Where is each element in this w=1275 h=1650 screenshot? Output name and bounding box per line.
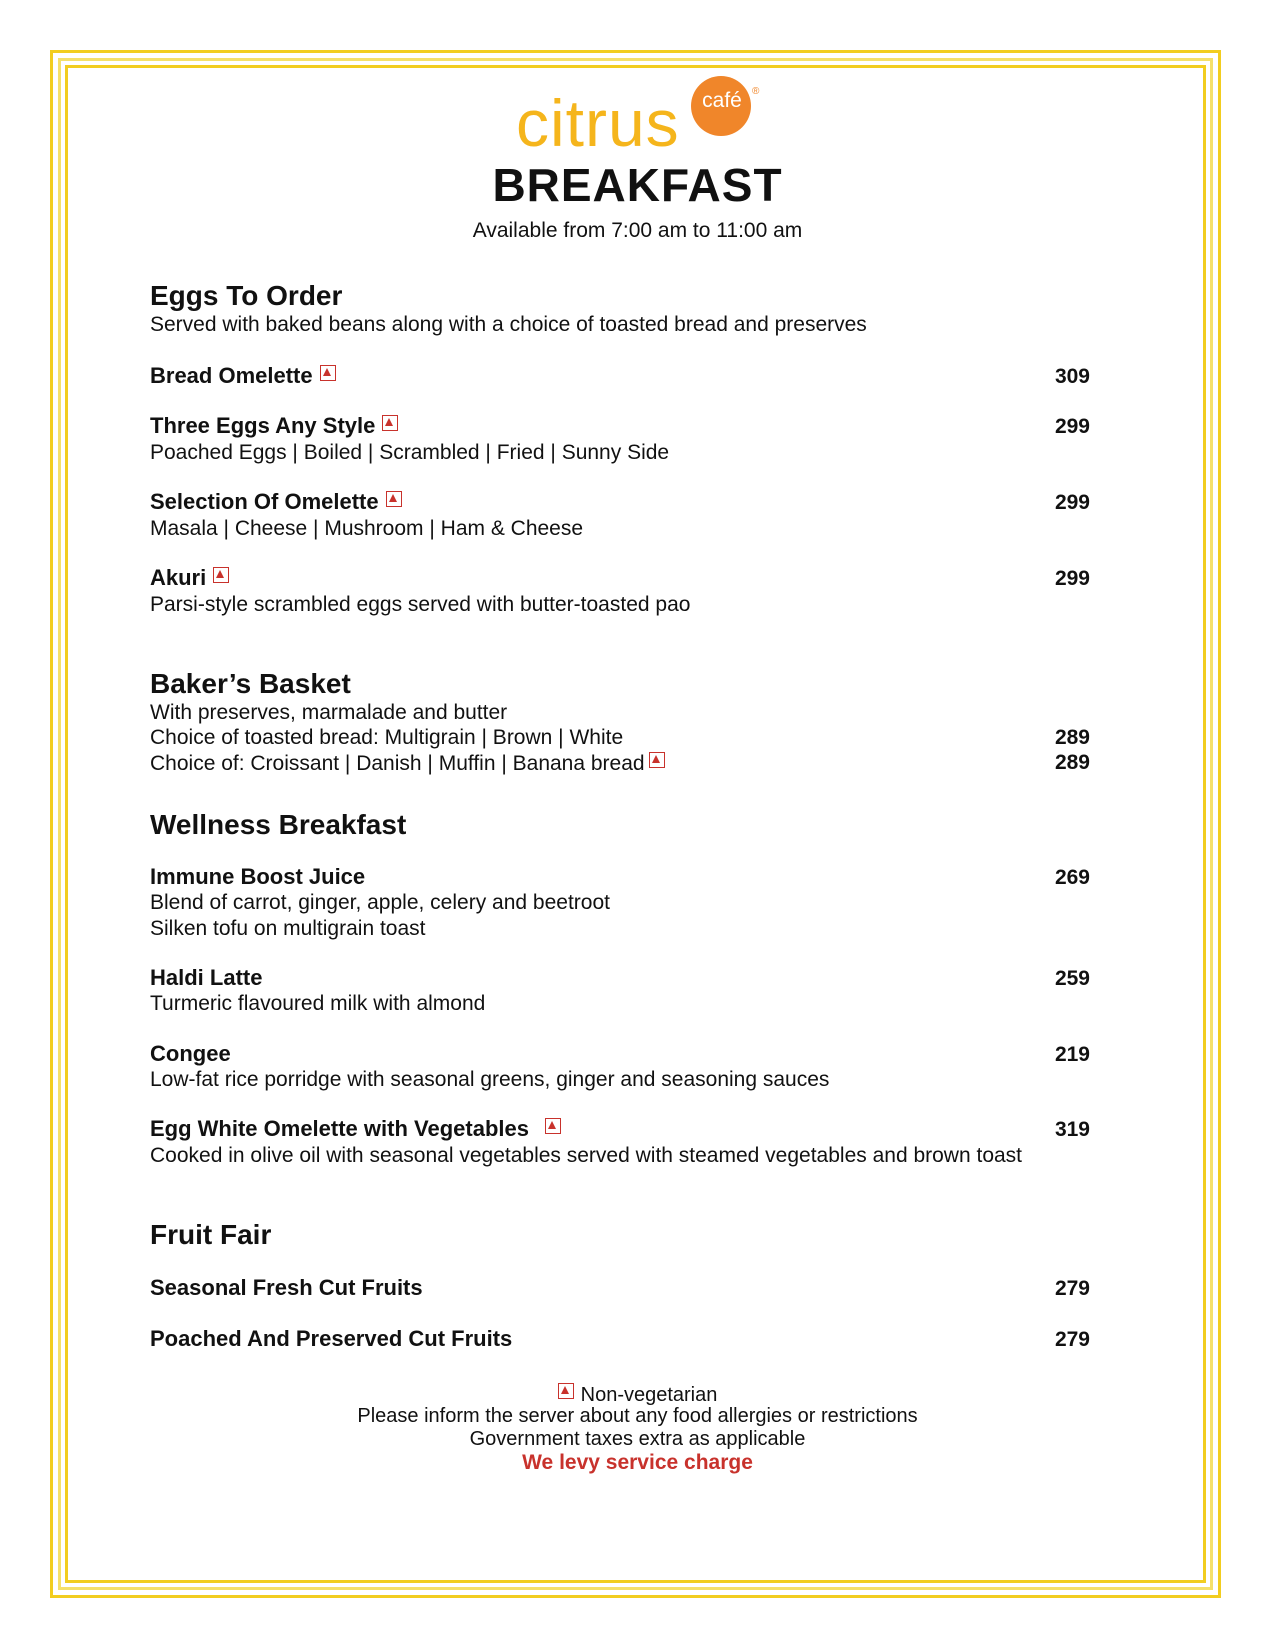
section-subtitle-eggs: Served with baked beans along with a choice of toasted bread and preserves	[150, 313, 867, 336]
non-vegetarian-icon	[545, 1118, 561, 1134]
nonveg-legend: Non-vegetarian	[0, 1383, 1275, 1405]
menu-item-name: Congee	[150, 1041, 231, 1066]
non-vegetarian-icon	[213, 567, 229, 583]
section-title-fruit: Fruit Fair	[150, 1219, 272, 1250]
menu-item-description: Masala | Cheese | Mushroom | Ham & Cheese	[150, 517, 584, 540]
bakers-pastry-choice: Choice of: Croissant | Danish | Muffin | Banana bread	[150, 752, 665, 774]
menu-item-description: Poached Eggs | Boiled | Scrambled | Fried | Sunny Side	[150, 441, 670, 464]
menu-item-price: 279	[1054, 1277, 1090, 1300]
menu-item-price: 299	[1054, 415, 1090, 438]
menu-item-price: 269	[1054, 866, 1090, 889]
menu-item-name: Poached And Preserved Cut Fruits	[150, 1326, 513, 1351]
menu-item-name: Immune Boost Juice	[150, 864, 366, 889]
menu-item-name: Bread Omelette	[150, 365, 336, 387]
menu-item-name: Haldi Latte	[150, 965, 263, 990]
menu-item-price: 299	[1054, 491, 1090, 514]
menu-item-description: Silken tofu on multigrain toast	[150, 917, 426, 940]
menu-item-description: Turmeric flavoured milk with almond	[150, 992, 486, 1015]
page-title: BREAKFAST	[492, 159, 783, 211]
menu-item-price: 289	[1054, 751, 1090, 774]
menu-item-name: Three Eggs Any Style	[150, 415, 398, 437]
menu-item-price: 219	[1054, 1043, 1090, 1066]
citrus-cafe-logo	[516, 74, 760, 164]
section-title-wellness: Wellness Breakfast	[150, 809, 407, 840]
menu-item-price: 279	[1054, 1328, 1090, 1351]
menu-item-description: Parsi-style scrambled eggs served with butter-toasted pao	[150, 593, 691, 616]
non-vegetarian-icon	[382, 415, 398, 431]
menu-item-name: Egg White Omelette with Vegetables	[150, 1118, 561, 1140]
bakers-description: With preserves, marmalade and butter	[150, 701, 508, 724]
section-title-bakers: Baker’s Basket	[150, 668, 351, 699]
menu-item-description: Blend of carrot, ginger, apple, celery and beetroot	[150, 891, 610, 914]
non-vegetarian-icon	[386, 491, 402, 507]
menu-item-description: Low-fat rice porridge with seasonal greens, ginger and seasoning sauces	[150, 1068, 830, 1091]
tax-note: Government taxes extra as applicable	[469, 1428, 806, 1450]
menu-item-price: 299	[1054, 567, 1090, 590]
non-vegetarian-icon	[558, 1383, 574, 1399]
allergy-note: Please inform the server about any food allergies or restrictions	[357, 1405, 918, 1427]
logo-wordmark: citrus	[516, 86, 680, 160]
menu-item-description: Cooked in olive oil with seasonal vegetables served with steamed vegetables and brown toast	[150, 1144, 1023, 1167]
menu-item-name: Akuri	[150, 567, 229, 589]
bakers-bread-choice: Choice of toasted bread: Multigrain | Brown | White	[150, 726, 624, 749]
availability-hours: Available from 7:00 am to 11:00 am	[472, 219, 803, 242]
menu-item-price: 309	[1054, 365, 1090, 388]
menu-item-price: 319	[1054, 1118, 1090, 1141]
logo-cafe-text: café	[702, 89, 742, 112]
menu-item-name: Seasonal Fresh Cut Fruits	[150, 1275, 423, 1300]
service-charge-note: We levy service charge	[522, 1451, 753, 1474]
non-vegetarian-icon	[320, 365, 336, 381]
logo-registered-mark: ®	[752, 86, 760, 97]
menu-item-price: 289	[1054, 726, 1090, 749]
non-vegetarian-icon	[649, 752, 665, 768]
section-title-eggs: Eggs To Order	[150, 280, 343, 311]
menu-item-name: Selection Of Omelette	[150, 491, 402, 513]
menu-item-price: 259	[1054, 967, 1090, 990]
